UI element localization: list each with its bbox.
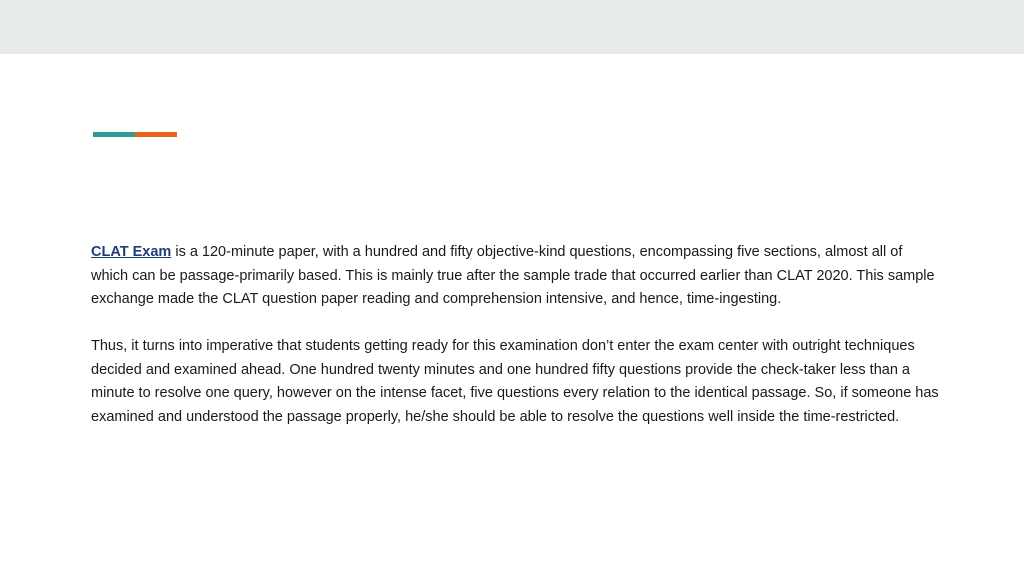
accent-bar-teal <box>93 132 135 137</box>
top-header-band <box>0 0 1024 54</box>
paragraph-intro-text: is a 120-minute paper, with a hundred and fifty objective-kind questions, encompassing five sections, almost all of which can be passage-primarily based. This is mainly true after the sample trade that occurred earlier than CLAT 2020. This sample exchange made the CLAT question paper reading and comprehension intensive, and hence, time-ingesting. <box>91 244 935 307</box>
paragraph-strategy: Thus, it turns into imperative that students getting ready for this examination don’t enter the exam center with outright techniques decided and examined ahead. One hundred twenty minutes and one hundred fifty questions provide the check-taker less than a minute to resolve one query, however on the intense facet, five questions every relation to the identical passage. So, if someone has examined and understood the passage properly, he/she should be able to resolve the questions well inside the time-restricted. <box>91 338 939 425</box>
accent-bar-orange <box>135 132 177 137</box>
article-body <box>91 241 939 429</box>
clat-exam-link[interactable]: CLAT Exam <box>91 244 172 260</box>
paragraph-intro <box>91 241 939 312</box>
